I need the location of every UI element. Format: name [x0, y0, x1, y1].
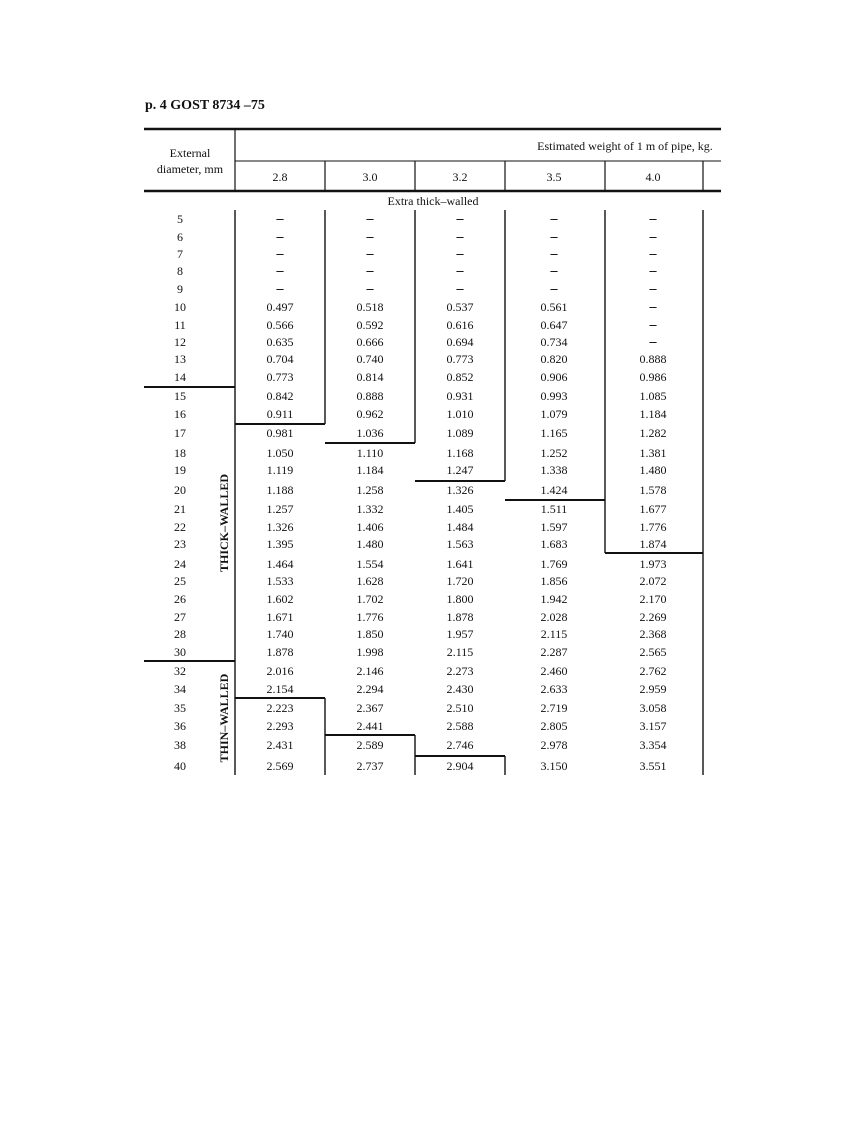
table-cell: 2.431 — [266, 738, 294, 752]
table-cell: 1.036 — [356, 426, 384, 440]
table-cell: 1.282 — [639, 426, 667, 440]
table-cell: 2.028 — [540, 610, 568, 624]
table-cell: 1.480 — [639, 463, 667, 477]
row-diameter: 23 — [174, 537, 186, 551]
table-cell-dash: – — [276, 263, 284, 279]
table-cell: 2.367 — [356, 701, 384, 715]
table-cell: 1.484 — [446, 520, 474, 534]
table-cell-dash: – — [456, 263, 464, 279]
table-cell: 1.010 — [446, 407, 474, 421]
table-cell: 0.986 — [639, 370, 667, 384]
header-wall-thickness: 4.0 — [645, 170, 661, 184]
table-cell-dash: – — [366, 246, 374, 262]
table-cell: 1.326 — [266, 520, 294, 534]
table-cell: 1.257 — [266, 502, 294, 516]
table-cell: 1.050 — [266, 446, 294, 460]
table-cell: 3.354 — [639, 738, 667, 752]
row-diameter: 34 — [174, 682, 186, 696]
table-cell: 1.247 — [446, 463, 474, 477]
table-cell: 1.769 — [540, 557, 568, 571]
table-cell: 2.460 — [540, 664, 568, 678]
table-cell: 2.569 — [266, 759, 294, 773]
table-cell: 1.957 — [446, 627, 474, 641]
table-cell: 0.647 — [540, 318, 568, 332]
table-cell: 0.911 — [266, 407, 294, 421]
header-wall-thickness: 2.8 — [272, 170, 288, 184]
table-cell: 1.424 — [540, 483, 568, 497]
table-cell: 0.820 — [540, 352, 568, 366]
table-cell: 0.852 — [446, 370, 474, 384]
table-cell: 0.906 — [540, 370, 568, 384]
table-cell: 1.597 — [540, 520, 568, 534]
table-cell: 1.683 — [540, 537, 568, 551]
table-cell: 1.856 — [540, 574, 568, 588]
row-diameter: 14 — [174, 370, 186, 384]
table-cell: 0.842 — [266, 389, 294, 403]
table-cell: 1.188 — [266, 483, 294, 497]
table-cell: 0.888 — [639, 352, 667, 366]
table-cell: 1.533 — [266, 574, 294, 588]
table-cell: 1.252 — [540, 446, 568, 460]
table-cell: 1.079 — [540, 407, 568, 421]
table-cell: 0.814 — [356, 370, 384, 384]
table-cell: 2.368 — [639, 627, 667, 641]
table-cell: 2.762 — [639, 664, 667, 678]
table-cell-dash: – — [276, 281, 284, 297]
row-diameter: 30 — [174, 645, 186, 659]
table-cell: 0.537 — [446, 300, 474, 314]
row-diameter: 20 — [174, 483, 186, 497]
table-cell: 0.635 — [266, 335, 294, 349]
table-cell: 1.850 — [356, 627, 384, 641]
header-external-diameter-line2: diameter, mm — [156, 162, 224, 176]
table-cell: 0.962 — [356, 407, 384, 421]
table-cell: 2.510 — [446, 701, 474, 715]
group-label-thin-walled: THIN–WALLED — [217, 673, 231, 763]
row-diameter: 18 — [174, 446, 186, 460]
table-cell: 3.157 — [639, 719, 667, 733]
table-cell: 2.287 — [540, 645, 568, 659]
table-cell: 2.170 — [639, 592, 667, 606]
table-cell: 2.904 — [446, 759, 474, 773]
header-wall-thickness: 3.0 — [362, 170, 378, 184]
row-diameter: 35 — [174, 701, 186, 715]
table-cell: 0.740 — [356, 352, 384, 366]
table-cell: 1.776 — [356, 610, 384, 624]
table-cell: 0.704 — [266, 352, 294, 366]
table-cell: 1.641 — [446, 557, 474, 571]
table-cell: 1.563 — [446, 537, 474, 551]
table-cell: 2.441 — [356, 719, 384, 733]
row-diameter: 27 — [174, 610, 186, 624]
row-diameter: 21 — [174, 502, 186, 516]
row-diameter: 6 — [177, 230, 183, 244]
table-cell: 2.746 — [446, 738, 474, 752]
header-external-diameter-line1: External — [169, 146, 211, 160]
row-diameter: 9 — [177, 282, 183, 296]
table-cell-dash: – — [276, 246, 284, 262]
table-cell-dash: – — [366, 229, 374, 245]
row-diameter: 17 — [174, 426, 186, 440]
row-diameter: 16 — [174, 407, 186, 421]
table-cell: 0.666 — [356, 335, 384, 349]
table-cell: 2.154 — [266, 682, 294, 696]
header-wall-thickness: 3.5 — [546, 170, 562, 184]
table-cell: 2.588 — [446, 719, 474, 733]
table-cell: 1.464 — [266, 557, 294, 571]
table-cell-dash: – — [366, 263, 374, 279]
table-cell: 2.805 — [540, 719, 568, 733]
row-diameter: 7 — [177, 247, 183, 261]
table-cell-dash: – — [649, 229, 657, 245]
table-cell-dash: – — [550, 229, 558, 245]
table-cell: 2.589 — [356, 738, 384, 752]
row-diameter: 12 — [174, 335, 186, 349]
table-cell: 0.773 — [266, 370, 294, 384]
table-cell: 2.959 — [639, 682, 667, 696]
group-label-extra-thick-walled: Extra thick–walled — [387, 194, 479, 208]
table-cell: 2.072 — [639, 574, 667, 588]
table-cell: 1.973 — [639, 557, 667, 571]
table-cell: 1.184 — [356, 463, 384, 477]
table-cell: 1.110 — [356, 446, 384, 460]
table-cell: 1.702 — [356, 592, 384, 606]
table-cell: 1.874 — [639, 537, 667, 551]
table-cell-dash: – — [649, 334, 657, 350]
table-text — [157, 139, 713, 773]
row-diameter: 11 — [174, 318, 186, 332]
table-cell: 2.223 — [266, 701, 294, 715]
table-cell: 1.480 — [356, 537, 384, 551]
table-cell: 2.115 — [446, 645, 474, 659]
table-cell: 1.338 — [540, 463, 568, 477]
table-cell: 0.561 — [540, 300, 568, 314]
row-diameter: 19 — [174, 463, 186, 477]
table-cell: 1.878 — [446, 610, 474, 624]
table-cell: 2.115 — [540, 627, 568, 641]
row-diameter: 22 — [174, 520, 186, 534]
table-cell: 1.740 — [266, 627, 294, 641]
table-cell: 0.993 — [540, 389, 568, 403]
table-cell-dash: – — [649, 211, 657, 227]
table-cell: 1.085 — [639, 389, 667, 403]
table-cell-dash: – — [649, 246, 657, 262]
table-cell: 1.511 — [540, 502, 568, 516]
table-cell: 1.089 — [446, 426, 474, 440]
table-cell: 1.165 — [540, 426, 568, 440]
table-cell: 1.119 — [266, 463, 294, 477]
row-diameter: 32 — [174, 664, 186, 678]
row-diameter: 26 — [174, 592, 186, 606]
table-cell: 1.395 — [266, 537, 294, 551]
table-cell-dash: – — [649, 317, 657, 333]
table-cell-dash: – — [649, 263, 657, 279]
table-cell: 0.566 — [266, 318, 294, 332]
page-title: p. 4 GOST 8734 –75 — [145, 98, 265, 113]
table-cell: 1.381 — [639, 446, 667, 460]
table-cell: 0.497 — [266, 300, 294, 314]
table-cell-dash: – — [649, 281, 657, 297]
table-cell: 2.978 — [540, 738, 568, 752]
row-diameter: 15 — [174, 389, 186, 403]
table-cell: 0.518 — [356, 300, 384, 314]
table-cell: 1.405 — [446, 502, 474, 516]
table-cell-dash: – — [550, 246, 558, 262]
table-cell: 2.737 — [356, 759, 384, 773]
row-diameter: 36 — [174, 719, 186, 733]
row-diameter: 28 — [174, 627, 186, 641]
group-label-thick-walled: THICK–WALLED — [217, 473, 231, 573]
table-cell: 2.293 — [266, 719, 294, 733]
table-cell: 1.602 — [266, 592, 294, 606]
table-cell-dash: – — [456, 211, 464, 227]
table-cell: 1.942 — [540, 592, 568, 606]
table-cell: 1.578 — [639, 483, 667, 497]
table-cell-dash: – — [276, 229, 284, 245]
table-cell: 1.998 — [356, 645, 384, 659]
table-cell-dash: – — [456, 229, 464, 245]
table-cell: 1.671 — [266, 610, 294, 624]
table-cell: 2.294 — [356, 682, 384, 696]
table-cell-dash: – — [456, 246, 464, 262]
table-cell: 2.565 — [639, 645, 667, 659]
table-cell: 1.720 — [446, 574, 474, 588]
table-cell-dash: – — [366, 211, 374, 227]
table-cell: 2.719 — [540, 701, 568, 715]
table-cell: 1.168 — [446, 446, 474, 460]
table-cell: 2.633 — [540, 682, 568, 696]
table-cell: 2.269 — [639, 610, 667, 624]
table-cell-dash: – — [550, 263, 558, 279]
table-cell: 1.554 — [356, 557, 384, 571]
table-cell: 3.150 — [540, 759, 568, 773]
table-cell: 1.628 — [356, 574, 384, 588]
row-diameter: 13 — [174, 352, 186, 366]
table-cell: 3.551 — [639, 759, 667, 773]
row-diameter: 25 — [174, 574, 186, 588]
table-cell: 2.016 — [266, 664, 294, 678]
table-cell-dash: – — [550, 211, 558, 227]
table-cell: 0.931 — [446, 389, 474, 403]
table-cell: 0.592 — [356, 318, 384, 332]
table-cell: 2.273 — [446, 664, 474, 678]
row-diameter: 10 — [174, 300, 186, 314]
table-cell: 1.878 — [266, 645, 294, 659]
table-cell: 3.058 — [639, 701, 667, 715]
table-cell: 0.888 — [356, 389, 384, 403]
table-cell: 1.776 — [639, 520, 667, 534]
table-cell: 1.332 — [356, 502, 384, 516]
row-diameter: 40 — [174, 759, 186, 773]
table-cell: 1.326 — [446, 483, 474, 497]
table-cell: 0.616 — [446, 318, 474, 332]
row-diameter: 24 — [174, 557, 186, 571]
row-diameter: 5 — [177, 212, 183, 226]
table-cell: 1.258 — [356, 483, 384, 497]
table-cell: 2.430 — [446, 682, 474, 696]
table-cell-dash: – — [550, 281, 558, 297]
table-cell: 0.981 — [266, 426, 294, 440]
table-cell: 0.694 — [446, 335, 474, 349]
table-cell: 0.773 — [446, 352, 474, 366]
row-diameter: 8 — [177, 264, 183, 278]
table-cell-dash: – — [366, 281, 374, 297]
table-cell: 0.734 — [540, 335, 568, 349]
table-cell-dash: – — [456, 281, 464, 297]
table-cell: 1.184 — [639, 407, 667, 421]
table-cell: 1.406 — [356, 520, 384, 534]
table-cell-dash: – — [649, 299, 657, 315]
row-diameter: 38 — [174, 738, 186, 752]
header-wall-thickness: 3.2 — [452, 170, 468, 184]
table-cell-dash: – — [276, 211, 284, 227]
table-cell: 1.800 — [446, 592, 474, 606]
table-cell: 2.146 — [356, 664, 384, 678]
table-cell: 1.677 — [639, 502, 667, 516]
header-weight-caption: Estimated weight of 1 m of pipe, kg. — [537, 139, 713, 153]
